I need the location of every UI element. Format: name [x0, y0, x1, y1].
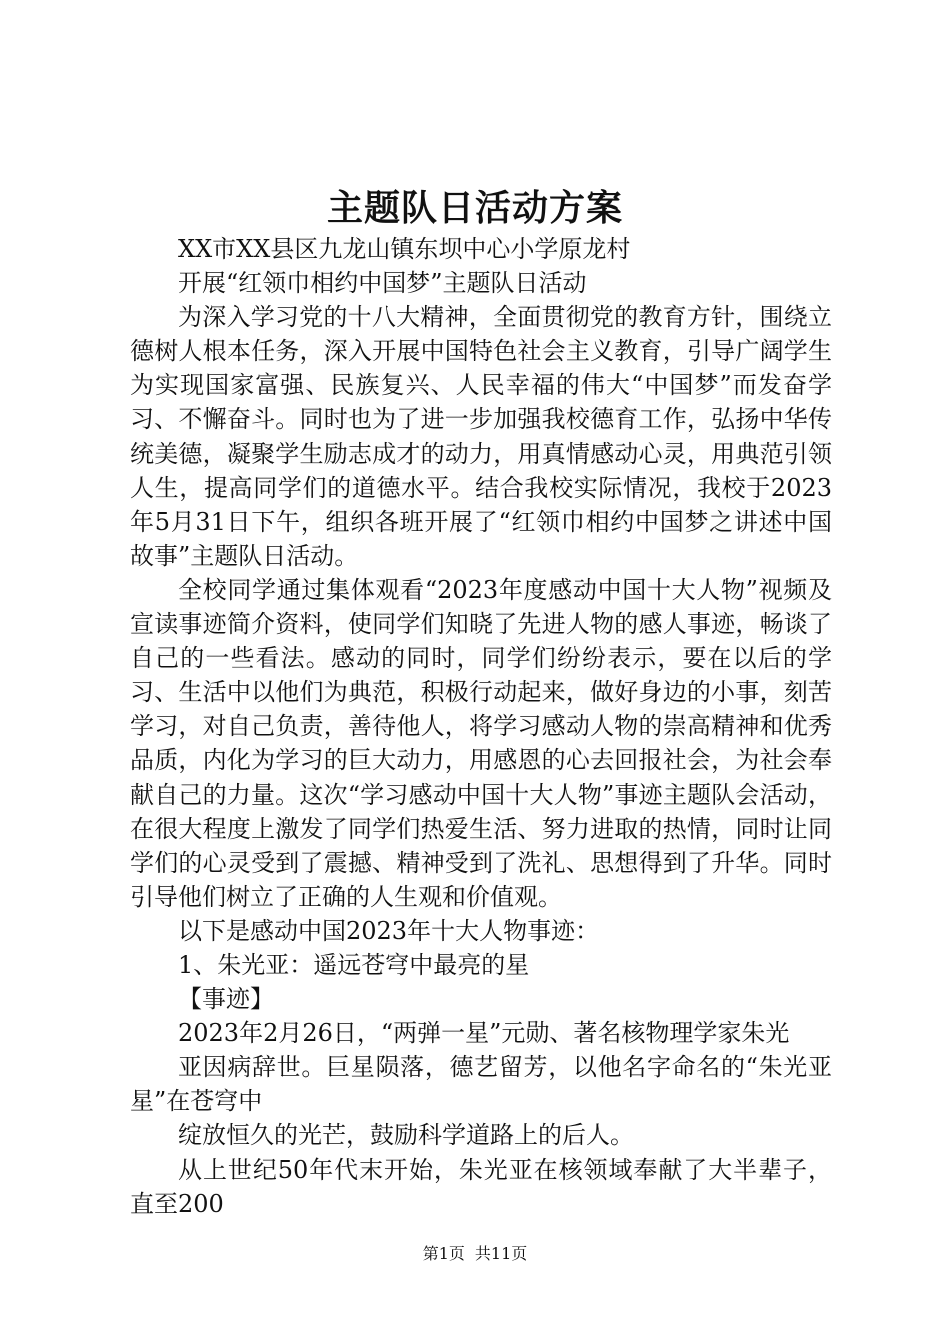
paragraph-list-intro: 以下是感动中国2023年十大人物事迹： — [178, 916, 600, 945]
paragraph-activity-name: 开展“红领巾相约中国梦”主题队日活动 — [178, 269, 587, 298]
paragraph-deeds-line-4: 从上世纪50年代末开始，朱光亚在核领域奉献了大半辈子，直至200 — [130, 1155, 832, 1218]
document-title: 主题队日活动方案 — [326, 187, 623, 229]
page-number: 第1页 — [422, 1244, 465, 1263]
paragraph-activity-summary: 全校同学通过集体观看“2023年度感动中国十大人物”视频及宣读事迹简介资料，使同学们知晓了先进人物的感人事迹，畅谈了自己的一些看法。感动的同时，同学们纷纷表示，要在以后的学习、生活中以他们为典范，积极行动起来，做好身边的小事，刻苦学习，对自己负责，善待他人，将学习感动人物的崇高精神和优秀品质，内化为学习的巨大动力，用感恩的心去回报社会，为社会奉献自己的力量。这次“学习感动中国十大人物”事迹主题队会活动，在很大程度上激发了同学们热爱生活、努力进取的热情，同时让同学们的心灵受到了震撼、精神受到了洗礼、思想得到了升华。同时引导他们树立了正确的人生观和价值观。 — [130, 575, 832, 911]
document-body — [130, 232, 832, 1221]
paragraph-deeds-line-2: 亚因病辞世。巨星陨落，德艺留芳，以他名字命名的“朱光亚星”在苍穹中 — [130, 1053, 832, 1116]
paragraph-deeds-label: 【事迹】 — [178, 985, 274, 1014]
paragraph-school-name: XX市XX县区九龙山镇东坝中心小学原龙村 — [178, 235, 631, 263]
paragraph-deeds-line-1: 2023年2月26日，“两弹一星”元勋、著名核物理学家朱光 — [178, 1019, 790, 1048]
page-total: 共11页 — [474, 1244, 528, 1263]
paragraph-purpose: 为深入学习党的十八大精神，全面贯彻党的教育方针，围绕立德树人根本任务，深入开展中国特色社会主义教育，引导广阔学生为实现国家富强、民族复兴、人民幸福的伟大“中国梦”而发奋学习、不懈奋斗。同时也为了进一步加强我校德育工作，弘扬中华传统美德，凝聚学生励志成才的动力，用真情感动心灵，用典范引领人生，提高同学们的道德水平。结合我校实际情况，我校于2023年5月31日下午，组织各班开展了“红领巾相约中国梦之讲述中国故事”主题队日活动。 — [130, 303, 832, 570]
paragraph-deeds-line-3: 绽放恒久的光芒，鼓励科学道路上的后人。 — [178, 1121, 634, 1150]
page-footer — [0, 1244, 950, 1264]
paragraph-item-heading: 1、朱光亚：遥远苍穹中最亮的星 — [178, 950, 530, 979]
